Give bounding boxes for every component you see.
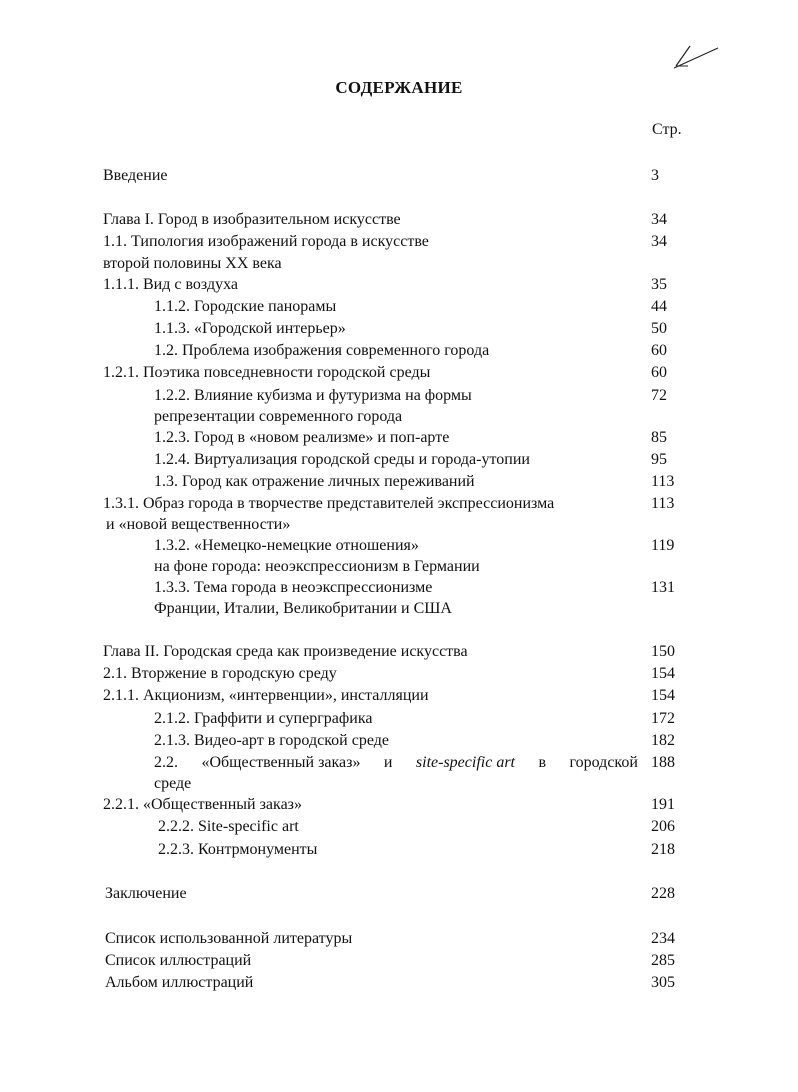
toc-entry-text: и «новой вещественности» — [106, 516, 291, 533]
toc-entry-page: 3 — [651, 167, 659, 184]
toc-entry-text: Альбом иллюстраций — [105, 974, 254, 991]
toc-entry-page: 182 — [651, 732, 675, 749]
toc-entry-page: 85 — [651, 429, 667, 446]
toc-entry-1-1-continued — [0, 253, 798, 275]
toc-entry-page: 72 — [651, 387, 667, 404]
toc-entry-1-1 — [0, 231, 798, 253]
toc-entry-text: 1.3.3. Тема города в неоэкспрессионизме — [154, 579, 433, 596]
toc-entry-text: 1.2.2. Влияние кубизма и футуризма на формы — [154, 387, 472, 404]
toc-entry-page: 50 — [651, 320, 667, 337]
toc-entry-2-1-1 — [0, 685, 798, 707]
toc-entry-1-2-2 — [0, 385, 798, 407]
toc-entry-text: на фоне города: неоэкспрессионизм в Германии — [154, 558, 480, 575]
toc-entry-page: 218 — [651, 841, 675, 858]
toc-entry-page: 228 — [651, 885, 675, 902]
toc-entry-1-2 — [0, 340, 798, 362]
toc-entry-text: 1.2.1. Поэтика повседневности городской среды — [103, 364, 431, 381]
toc-entry-page: 35 — [651, 276, 667, 293]
toc-entry-1-3-3-continued — [0, 598, 798, 620]
toc-entry-text-justified — [154, 752, 638, 774]
toc-entry-text: Глава II. Городская среда как произведение искусства — [103, 643, 468, 660]
toc-entry-page: 113 — [651, 495, 675, 512]
toc-entry-text: 2.2.1. «Общественный заказ» — [103, 796, 302, 813]
toc-entry-text: Заключение — [105, 885, 187, 902]
toc-entry-page: 60 — [651, 364, 667, 381]
toc-entry-page: 95 — [651, 451, 667, 468]
toc-entry-1-2-3 — [0, 427, 798, 449]
toc-entry-chapter-1 — [0, 209, 798, 231]
toc-entry-text: 1.1.1. Вид с воздуха — [103, 276, 238, 293]
toc-entry-text: 1.1.3. «Городской интерьер» — [154, 320, 346, 337]
toc-entry-page: 34 — [651, 211, 667, 228]
toc-entry-1-1-2 — [0, 296, 798, 318]
toc-entry-page: 150 — [651, 643, 675, 660]
toc-entry-text: Глава I. Город в изобразительном искусстве — [103, 211, 401, 228]
toc-entry-1-3-2 — [0, 535, 798, 557]
toc-entry-1-1-1 — [0, 274, 798, 296]
toc-entry-page: 154 — [651, 687, 675, 704]
toc-entry-text: Список иллюстраций — [105, 952, 252, 969]
toc-entry-1-3-3 — [0, 577, 798, 599]
toc-entry-bibliography — [0, 928, 798, 950]
toc-entry-1-3 — [0, 471, 798, 493]
toc-entry-page: 305 — [651, 974, 675, 991]
toc-entry-text: 2.1. Вторжение в городскую среду — [103, 665, 337, 682]
toc-entry-text: 1.2.3. Город в «новом реализме» и поп-арте — [154, 429, 450, 446]
toc-entry-text: 1.3.1. Образ города в творчестве представителей экспрессионизма — [103, 495, 555, 512]
toc-entry-text: 1.3. Город как отражение личных переживаний — [154, 473, 475, 490]
toc-entry-1-2-2-continued — [0, 406, 798, 428]
toc-entry-page: 119 — [651, 537, 675, 554]
toc-entry-text-part: в — [538, 754, 547, 771]
toc-entry-1-3-2-continued — [0, 556, 798, 578]
toc-entry-text-part: и — [383, 754, 393, 771]
toc-entry-1-1-3 — [0, 318, 798, 340]
page-title: СОДЕРЖАНИЕ — [335, 78, 463, 97]
toc-entry-page: 285 — [651, 952, 675, 969]
toc-entry-text: Список использованной литературы — [105, 930, 353, 947]
toc-entry-text-part: городской — [569, 754, 638, 771]
toc-entry-page: 191 — [651, 796, 675, 813]
toc-entry-text-part: site-specific art — [415, 754, 515, 771]
toc-entry-text: 2.1.3. Видео-арт в городской среде — [154, 732, 389, 749]
toc-entry-text: 2.2.2. Site-specific art — [158, 818, 299, 835]
toc-entry-text-part: «Общественный заказ» — [201, 754, 361, 771]
toc-entry-1-2-4 — [0, 449, 798, 471]
toc-entry-page: 34 — [651, 233, 667, 250]
toc-entry-text: репрезентации современного города — [154, 408, 403, 425]
toc-entry-conclusion — [0, 883, 798, 905]
toc-entry-page: 206 — [651, 818, 675, 835]
toc-entry-2-2-continued — [0, 773, 798, 795]
toc-entry-illustration-album — [0, 972, 798, 994]
toc-entry-text: 1.2.4. Виртуализация городской среды и города-утопии — [154, 451, 530, 468]
toc-entry-text: 2.2.3. Контрмонументы — [158, 841, 318, 858]
toc-entry-2-2 — [0, 752, 798, 774]
page-column-label: Стр. — [652, 121, 682, 138]
toc-entry-text: 2.1.1. Акционизм, «интервенции», инсталляции — [103, 687, 429, 704]
toc-entry-1-3-1 — [0, 493, 798, 515]
toc-entry-page: 131 — [651, 579, 675, 596]
toc-entry-page: 113 — [651, 473, 675, 490]
toc-entry-text-part: 2.2. — [154, 754, 178, 771]
toc-entry-1-3-1-continued — [0, 514, 798, 536]
toc-entry-page: 60 — [651, 342, 667, 359]
toc-entry-text: 2.1.2. Граффити и суперграфика — [154, 710, 373, 727]
toc-entry-introduction — [0, 165, 798, 187]
toc-entry-text: 1.2. Проблема изображения современного города — [154, 342, 490, 359]
toc-entry-text: 1.1.2. Городские панорамы — [154, 298, 337, 315]
toc-entry-page: 44 — [651, 298, 667, 315]
toc-entry-text: среде — [154, 775, 192, 792]
toc-entry-2-1-3 — [0, 730, 798, 752]
toc-entry-text: второй половины XX века — [103, 255, 282, 272]
toc-entry-2-2-2 — [0, 816, 798, 838]
toc-entry-page: 172 — [651, 710, 675, 727]
toc-entry-text: Введение — [103, 167, 168, 184]
toc-entry-1-2-1 — [0, 362, 798, 384]
toc-entry-2-2-1 — [0, 794, 798, 816]
handwritten-check-mark-icon — [668, 36, 728, 76]
toc-entry-2-2-3 — [0, 839, 798, 861]
toc-entry-page: 234 — [651, 930, 675, 947]
toc-entry-text: Франции, Италии, Великобритании и США — [154, 600, 452, 617]
toc-entry-2-1 — [0, 663, 798, 685]
toc-entry-text: 1.3.2. «Немецко-немецкие отношения» — [154, 537, 419, 554]
toc-entry-page: 188 — [651, 754, 675, 771]
toc-entry-page: 154 — [651, 665, 675, 682]
toc-entry-chapter-2 — [0, 641, 798, 663]
toc-entry-text: 1.1. Типология изображений города в искусстве — [103, 233, 429, 250]
toc-entry-illustration-list — [0, 950, 798, 972]
toc-entry-2-1-2 — [0, 708, 798, 730]
